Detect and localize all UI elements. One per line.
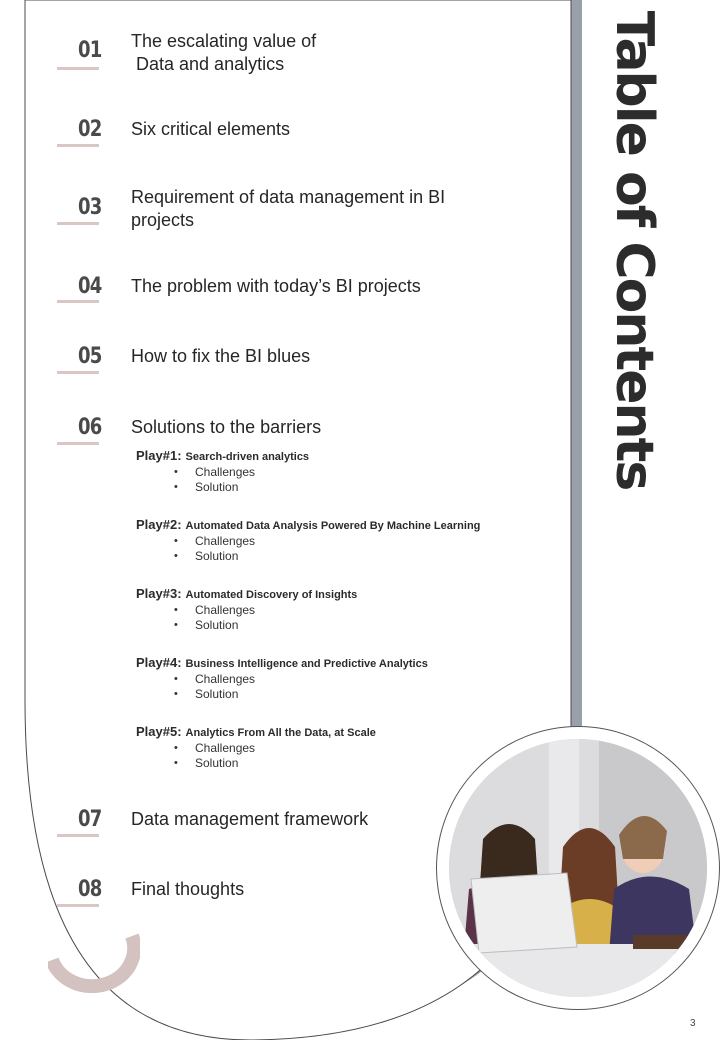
entry-number: 07 [78,807,102,832]
bullet-item: • Challenges [174,465,556,480]
play-label: Play#4: [136,655,182,670]
entry-heading: How to fix the BI blues [131,346,311,366]
play-item[interactable] [136,517,556,564]
team-photo-frame [436,726,720,1010]
play-label: Play#2: [136,517,182,532]
entry-underline [57,222,99,225]
page-number: 3 [690,1018,696,1029]
bullet-item: • Solution [174,480,556,495]
entry-underline [57,371,99,374]
bullet-item: • Challenges [174,741,556,756]
photo-illustration [449,739,707,997]
entry-heading: The problem with today’s BI projects [131,276,421,296]
bullet-item: • Solution [174,618,556,633]
entry-underline [57,67,99,70]
play-label: Play#1: [136,448,182,463]
play-title: Business Intelligence and Predictive Analytics [185,658,428,670]
entry-heading-line: projects [131,210,195,230]
entry-number: 08 [78,877,102,902]
entry-heading-line: Data and analytics [131,54,285,74]
play-label: Play#3: [136,586,182,601]
entry-heading-line: The escalating value of [131,31,317,51]
entry-number: 01 [78,38,102,63]
play-item[interactable] [136,448,556,495]
entry-number: 03 [78,195,102,220]
play-title: Search-driven analytics [185,451,310,463]
play-bullets [136,465,556,495]
entry-number: 04 [78,274,102,299]
play-bullets [136,672,556,702]
decorative-arc-icon [48,930,140,1000]
entry-heading: Solutions to the barriers [131,417,322,437]
entry-number: 02 [78,117,102,142]
play-item[interactable] [136,586,556,633]
play-label: Play#5: [136,724,182,739]
play-title: Analytics From All the Data, at Scale [185,727,376,739]
team-photo [449,739,707,997]
entry-heading: Data management framework [131,809,369,829]
bullet-item: • Challenges [174,534,556,549]
entry-heading [131,30,511,76]
entry-underline [57,144,99,147]
play-bullets [136,534,556,564]
entry-underline [57,834,99,837]
entry-underline [57,442,99,445]
page-title: Table of Contents [604,10,664,490]
entry-heading: Final thoughts [131,879,245,899]
entry-number: 06 [78,415,102,440]
bullet-item: • Challenges [174,603,556,618]
bullet-item: • Solution [174,549,556,564]
entry-underline [57,300,99,303]
bullet-item: • Challenges [174,672,556,687]
entry-number: 05 [78,344,102,369]
play-title: Automated Discovery of Insights [185,589,358,601]
play-item[interactable] [136,655,556,702]
entry-heading: Six critical elements [131,119,291,139]
entry-underline [57,904,99,907]
entry-heading-line: Requirement of data management in BI [131,187,446,207]
bullet-item: • Solution [174,687,556,702]
solutions-subsections [136,448,556,793]
play-bullets [136,603,556,633]
bullet-item: • Solution [174,756,556,771]
entry-heading [131,186,511,232]
play-title: Automated Data Analysis Powered By Machine Learning [185,520,481,532]
